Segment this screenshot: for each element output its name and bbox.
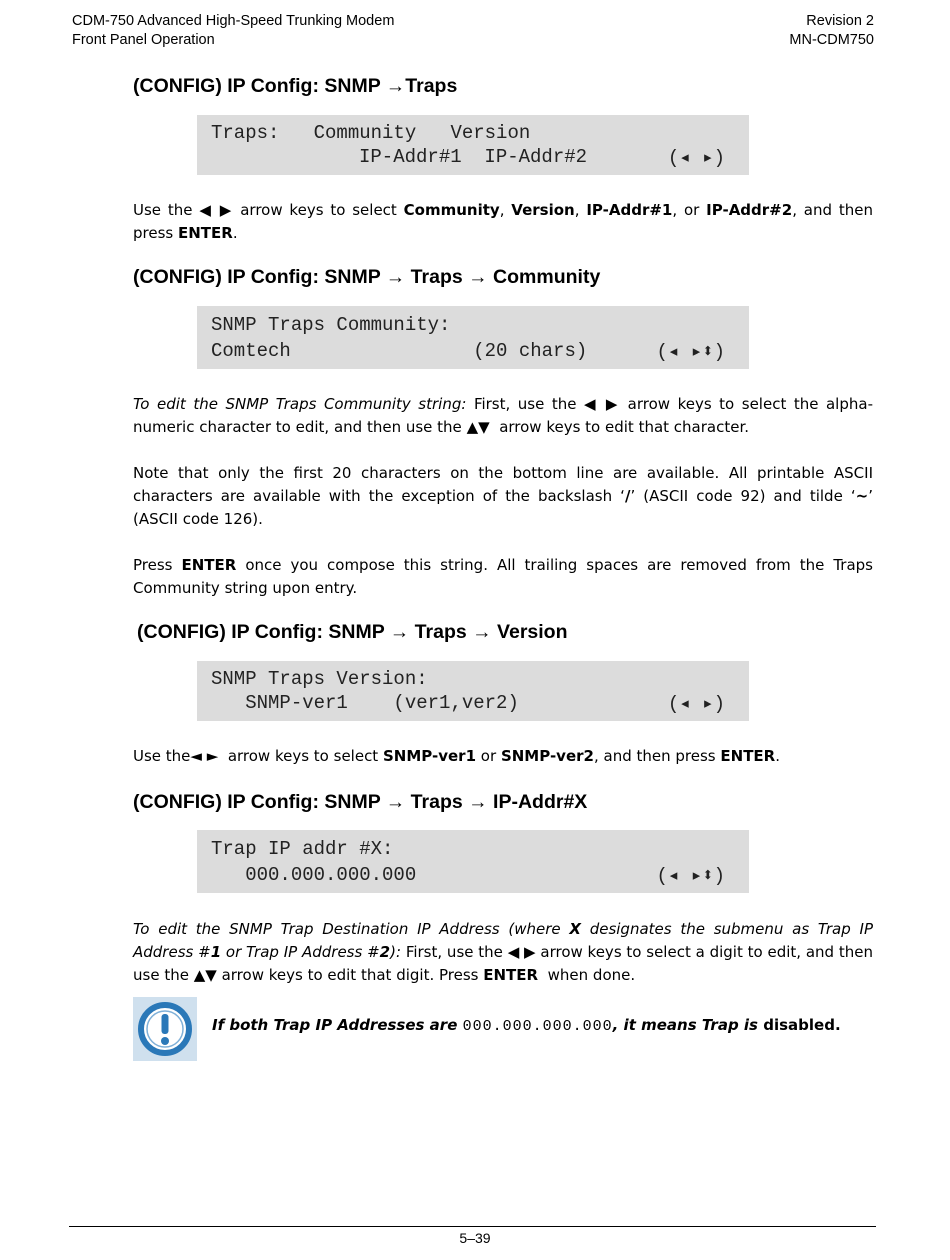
lcd-arrow-keys: (◂ ▸) (667, 693, 725, 715)
lcd-line-2: IP-Addr#1 IP-Addr#2 (359, 146, 588, 168)
lcd-display-community (197, 306, 749, 369)
doc-title: CDM-750 Advanced High-Speed Trunking Modem (72, 13, 395, 29)
lcd-display-version (197, 661, 749, 721)
lcd-display-traps (197, 115, 749, 175)
lcd-line-1: SNMP Traps Version: (211, 668, 428, 690)
lcd-arrow-keys: (◂ ▸⬍) (656, 341, 725, 363)
lcd-arrow-keys: (◂ ▸) (667, 147, 725, 169)
up-down-arrow-icon: ▲▼ (193, 966, 217, 984)
section-title-community: (CONFIG) IP Config: SNMP → Traps → Community (133, 266, 601, 288)
section-title-version: (CONFIG) IP Config: SNMP → Traps → Version (137, 621, 568, 643)
section-title-ipaddr: (CONFIG) IP Config: SNMP → Traps → IP-Addr#X (133, 791, 588, 813)
note-ip: 000.000.000.000 (462, 1018, 613, 1035)
left-right-arrow-icon: ◄ ► (190, 747, 219, 765)
paragraph-community-note: Note that only the first 20 characters on the bottom line are available. All printable ASCII characters are available with the exception of the backslash ‘/’ (ASCII code 92) and tilde ‘~’ (ASCII code 126). (133, 464, 873, 528)
running-header-right (789, 12, 874, 50)
left-right-arrow-icon: ◀ ▶ (507, 943, 536, 961)
paragraph-traps: Use the ◀ ▶ arrow keys to select Community, Version, IP-Addr#1, or IP-Addr#2, and then press ENTER. (133, 201, 873, 242)
lcd-line-2: 000.000.000.000 (211, 864, 417, 886)
section-title-traps: (CONFIG) IP Config: SNMP →Traps (133, 75, 458, 97)
page-number: 5–39 (459, 1230, 491, 1246)
left-right-arrow-icon: ◀ ▶ (584, 395, 621, 413)
lcd-line-2: SNMP-ver1 (ver1,ver2) (211, 692, 519, 714)
paragraph-version: Use the◄ ► arrow keys to select SNMP-ver1 or SNMP-ver2, and then press ENTER. (133, 747, 781, 765)
left-right-arrow-icon: ◀ ▶ (199, 201, 234, 219)
exclamation-circle-icon (133, 997, 197, 1061)
lcd-display-ipaddr (197, 830, 749, 893)
lcd-line-2: Comtech (20 chars) (211, 340, 588, 362)
chapter-title: Front Panel Operation (72, 32, 215, 48)
footer-rule (69, 1226, 876, 1227)
up-down-arrow-icon: ▲▼ (466, 418, 490, 436)
lcd-arrow-keys: (◂ ▸⬍) (656, 865, 725, 887)
running-header-left (72, 12, 394, 50)
lcd-line-1: Traps: Community Version (211, 122, 531, 144)
revision: Revision 2 (806, 13, 874, 29)
paragraph-community-edit: To edit the SNMP Traps Community string: First, use the ◀ ▶ arrow keys to select the alpha-numeric character to edit, and then use the ▲▼ arrow keys to edit that character. (133, 395, 873, 436)
doc-number: MN-CDM750 (789, 32, 874, 48)
lcd-line-1: Trap IP addr #X: (211, 838, 394, 860)
note-text: If both Trap IP Addresses are 000.000.000.000, it means Trap is disabled. (212, 1016, 841, 1035)
lcd-line-1: SNMP Traps Community: (211, 314, 451, 336)
paragraph-ipaddr: To edit the SNMP Trap Destination IP Address (where X designates the submenu as Trap IP Address #1 or Trap IP Address #2): First, use the ◀ ▶ arrow keys to select a digit to edit, and then use the ▲▼ arrow keys to edit that digit. Press ENTER when done. (133, 920, 873, 984)
paragraph-community-press: Press ENTER once you compose this string. All trailing spaces are removed from the Traps Community string upon entry. (133, 556, 873, 597)
